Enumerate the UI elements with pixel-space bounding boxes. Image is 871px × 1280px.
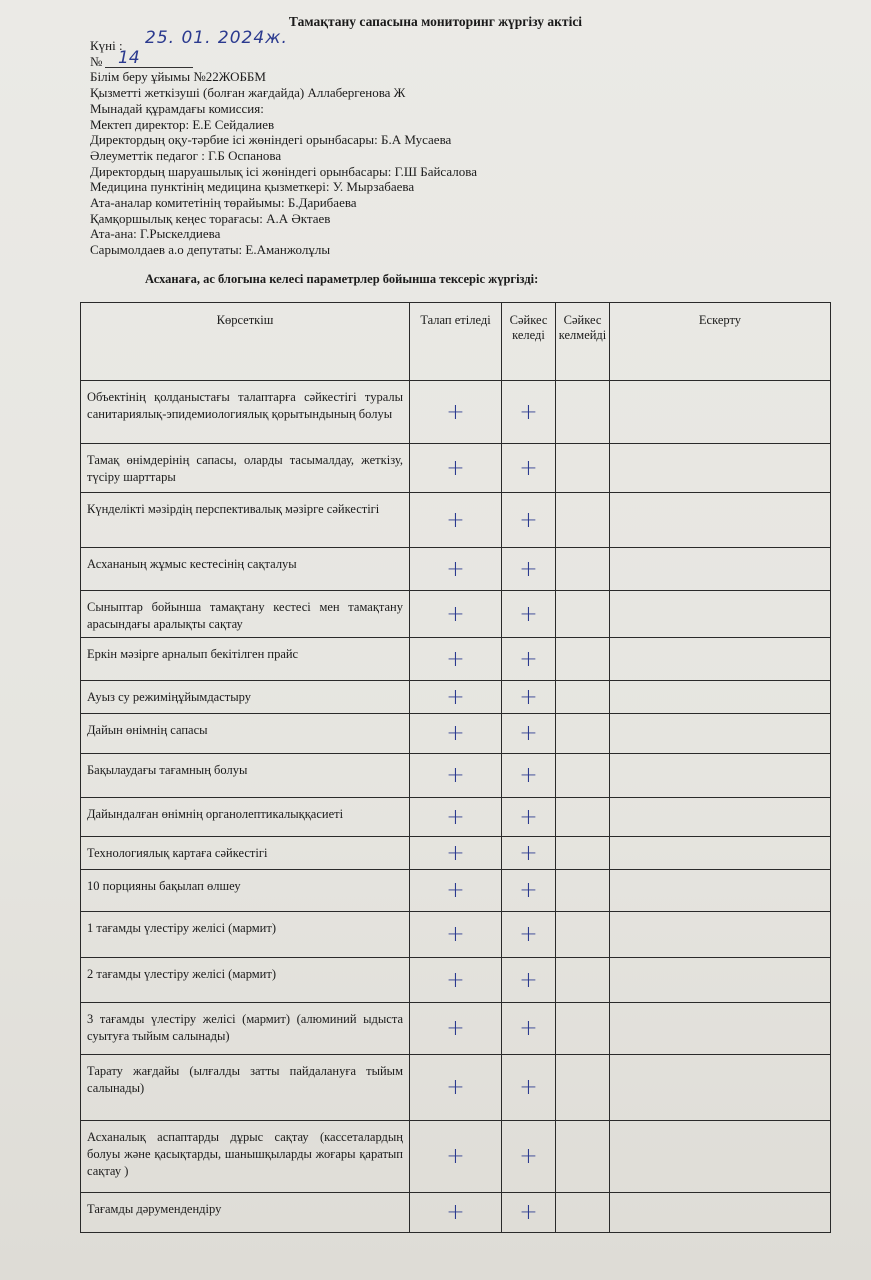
row-compliant-mark: + [502, 1193, 556, 1233]
row-indicator: Объектінің қолданыстағы талаптарға сәйкестігі туралы санитариялық-эпидемиологиялық қорытындының болуы [81, 381, 410, 444]
row-compliant-mark: + [502, 754, 556, 798]
row-note [610, 1193, 831, 1233]
row-indicator: Тамақ өнімдерінің сапасы, оларды тасымалдау, жеткізу, түсіру шарттары [81, 444, 410, 493]
row-noncompliant-mark [556, 638, 610, 681]
table-row [81, 493, 831, 548]
row-note [610, 493, 831, 548]
table-row [81, 548, 831, 591]
row-note [610, 638, 831, 681]
row-noncompliant-mark [556, 837, 610, 870]
row-note [610, 714, 831, 754]
row-note [610, 754, 831, 798]
row-noncompliant-mark [556, 912, 610, 958]
header-noncompliant: Сәйкес келмейді [556, 303, 610, 381]
row-note [610, 870, 831, 912]
document-header-info [90, 38, 477, 258]
row-note [610, 1121, 831, 1193]
row-noncompliant-mark [556, 1055, 610, 1121]
table-row [81, 1003, 831, 1055]
row-noncompliant-mark [556, 754, 610, 798]
row-noncompliant-mark [556, 381, 610, 444]
table-row [81, 1121, 831, 1193]
handwritten-number: 14 [118, 48, 140, 68]
info-lines [90, 69, 477, 257]
row-indicator: Асханалық аспаптарды дұрыс сақтау (кассеталардың болуы және қасықтарды, шанышқыларды жоғары қаратып сақтау ) [81, 1121, 410, 1193]
row-compliant-mark: + [502, 638, 556, 681]
row-noncompliant-mark [556, 714, 610, 754]
table-row [81, 681, 831, 714]
row-noncompliant-mark [556, 1193, 610, 1233]
row-required-mark: + [410, 912, 502, 958]
row-compliant-mark: + [502, 1121, 556, 1193]
row-required-mark: + [410, 681, 502, 714]
row-required-mark: + [410, 870, 502, 912]
row-required-mark: + [410, 493, 502, 548]
row-noncompliant-mark [556, 1003, 610, 1055]
row-noncompliant-mark [556, 958, 610, 1003]
row-note [610, 591, 831, 638]
row-compliant-mark: + [502, 444, 556, 493]
info-line: Мектеп директор: Е.Е Сейдалиев [90, 116, 275, 132]
row-indicator: 3 тағамды үлестіру желісі (мармит) (алюминий ыдыста суытуға тыйым салынады) [81, 1003, 410, 1055]
row-note [610, 912, 831, 958]
row-note [610, 681, 831, 714]
row-required-mark: + [410, 714, 502, 754]
info-line: Қамқоршылық кеңес торағасы: А.А Әктаев [90, 210, 331, 226]
row-compliant-mark: + [502, 837, 556, 870]
header-compliant: Сәйкес келеді [502, 303, 556, 381]
row-note [610, 1055, 831, 1121]
document-title: Тамақтану сапасына мониторинг жүргізу актісі [288, 14, 583, 29]
row-required-mark: + [410, 1003, 502, 1055]
row-noncompliant-mark [556, 548, 610, 591]
row-noncompliant-mark [556, 681, 610, 714]
table-row [81, 754, 831, 798]
info-line: Білім беру ұйымы №22ЖОББМ [90, 69, 266, 85]
row-indicator: Асхананың жұмыс кестесінің сақталуы [81, 548, 410, 591]
row-indicator: Еркін мәзірге арналып бекітілген прайс [81, 638, 410, 681]
row-noncompliant-mark [556, 444, 610, 493]
section-title: Асханаға, ас блогына келесі параметрлер бойынша тексеріс жүргізді: [145, 272, 539, 286]
row-required-mark: + [410, 381, 502, 444]
table-row [81, 958, 831, 1003]
row-note [610, 381, 831, 444]
row-compliant-mark: + [502, 548, 556, 591]
info-line: Мынадай құрамдағы комиссия: [90, 100, 264, 116]
row-required-mark: + [410, 638, 502, 681]
row-compliant-mark: + [502, 714, 556, 754]
row-required-mark: + [410, 444, 502, 493]
row-required-mark: + [410, 1055, 502, 1121]
row-compliant-mark: + [502, 958, 556, 1003]
row-compliant-mark: + [502, 493, 556, 548]
table-row [81, 870, 831, 912]
row-noncompliant-mark [556, 870, 610, 912]
row-required-mark: + [410, 1121, 502, 1193]
row-compliant-mark: + [502, 681, 556, 714]
info-line: Әлеуметтік педагог : Г.Б Оспанова [90, 147, 282, 163]
row-compliant-mark: + [502, 870, 556, 912]
row-required-mark: + [410, 591, 502, 638]
table-row [81, 798, 831, 837]
info-line: Медицина пунктінің медицина қызметкері: У. Мырзабаева [90, 179, 415, 195]
header-indicator: Көрсеткіш [81, 303, 410, 381]
row-noncompliant-mark [556, 493, 610, 548]
table-row [81, 714, 831, 754]
row-noncompliant-mark [556, 798, 610, 837]
row-note [610, 837, 831, 870]
row-compliant-mark: + [502, 912, 556, 958]
row-compliant-mark: + [502, 591, 556, 638]
table-row [81, 837, 831, 870]
row-indicator: Күнделікті мәзірдің перспективалық мәзірге сәйкестігі [81, 493, 410, 548]
info-line: Қызметті жеткізуші (болған жағдайда) Аллабергенова Ж [90, 85, 406, 101]
row-indicator: Технологиялық картаға сәйкестігі [81, 837, 410, 870]
row-required-mark: + [410, 548, 502, 591]
info-line: Ата-аналар комитетінің төрайымы: Б.Дарибаева [90, 195, 357, 211]
row-indicator: Дайын өнімнің сапасы [81, 714, 410, 754]
row-note [610, 1003, 831, 1055]
row-required-mark: + [410, 958, 502, 1003]
row-compliant-mark: + [502, 1055, 556, 1121]
row-noncompliant-mark [556, 591, 610, 638]
row-indicator: Бақылаудағы тағамның болуы [81, 754, 410, 798]
row-note [610, 548, 831, 591]
row-required-mark: + [410, 837, 502, 870]
row-indicator: Тағамды дәрумендендіру [81, 1193, 410, 1233]
number-label: № [90, 53, 103, 69]
row-indicator: 1 тағамды үлестіру желісі (мармит) [81, 912, 410, 958]
row-indicator: 2 тағамды үлестіру желісі (мармит) [81, 958, 410, 1003]
header-required: Талап етіледі [410, 303, 502, 381]
table-row [81, 591, 831, 638]
inspection-table [80, 302, 831, 1233]
row-noncompliant-mark [556, 1121, 610, 1193]
row-required-mark: + [410, 1193, 502, 1233]
info-line: Директордың оқу-тәрбие ісі жөніндегі орынбасары: Б.А Мусаева [90, 132, 452, 148]
info-line: Сарымолдаев а.о депутаты: Е.Аманжолұлы [90, 242, 331, 258]
row-compliant-mark: + [502, 1003, 556, 1055]
number-underline [105, 67, 193, 68]
row-indicator: 10 порцияны бақылап өлшеу [81, 870, 410, 912]
table-row [81, 444, 831, 493]
table-row [81, 1193, 831, 1233]
table-row [81, 1055, 831, 1121]
handwritten-date: 25. 01. 2024ж. [145, 28, 288, 48]
table-header-row [81, 303, 831, 381]
row-note [610, 958, 831, 1003]
info-line: Ата-ана: Г.Рыскелдиева [90, 226, 221, 242]
row-required-mark: + [410, 798, 502, 837]
table-row [81, 638, 831, 681]
row-note [610, 444, 831, 493]
row-compliant-mark: + [502, 381, 556, 444]
row-indicator: Ауыз су режиміңұйымдастыру [81, 681, 410, 714]
table-body [81, 381, 831, 1233]
table-row [81, 381, 831, 444]
row-compliant-mark: + [502, 798, 556, 837]
header-note: Ескерту [610, 303, 831, 381]
info-line: Директордың шаруашылық ісі жөніндегі орынбасары: Г.Ш Байсалова [90, 163, 477, 179]
row-indicator: Сыныптар бойынша тамақтану кестесі мен тамақтану арасындағы аралықты сақтау [81, 591, 410, 638]
row-indicator: Дайындалған өнімнің органолептикалыққасиеті [81, 798, 410, 837]
row-note [610, 798, 831, 837]
row-required-mark: + [410, 754, 502, 798]
date-label: Күні : [90, 38, 123, 53]
table-row [81, 912, 831, 958]
row-indicator: Тарату жағдайы (ылғалды затты пайдалануға тыйым салынады) [81, 1055, 410, 1121]
